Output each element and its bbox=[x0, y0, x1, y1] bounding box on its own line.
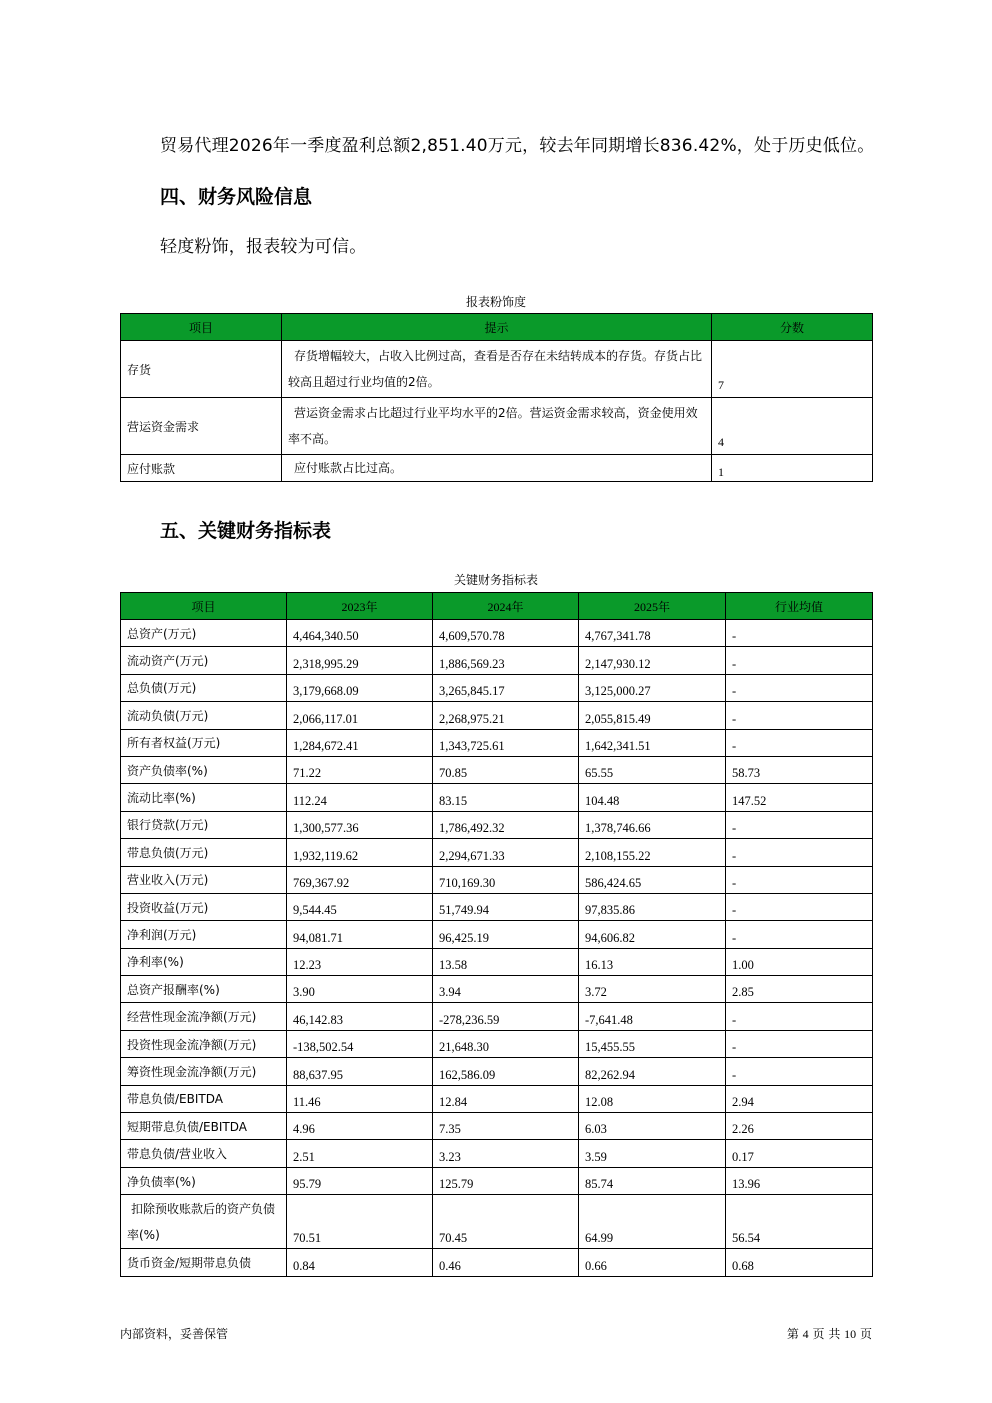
row-value: -138,502.54 bbox=[287, 1030, 433, 1057]
row-value: 94,081.71 bbox=[287, 921, 433, 948]
row-value: 2,055,815.49 bbox=[579, 702, 726, 729]
table-row bbox=[121, 674, 873, 701]
section4-summary: 轻度粉饰，报表较为可信。 bbox=[160, 237, 367, 257]
row-value: 2.85 bbox=[726, 976, 873, 1003]
row-value: 1,284,672.41 bbox=[287, 729, 433, 756]
table-row bbox=[121, 1249, 873, 1276]
row-label: 投资性现金流净额(万元) bbox=[121, 1030, 287, 1057]
row-label: 总负债(万元) bbox=[121, 674, 287, 701]
row-label: 流动比率(%) bbox=[121, 784, 287, 811]
row-value: 1,378,746.66 bbox=[579, 811, 726, 838]
row-value: 1.00 bbox=[726, 948, 873, 975]
table-row bbox=[121, 341, 873, 398]
row-value: 2,108,155.22 bbox=[579, 839, 726, 866]
row-value: 2,294,671.33 bbox=[433, 839, 579, 866]
row-value: 65.55 bbox=[579, 756, 726, 783]
row-label: 扣除预收账款后的资产负债率(%) bbox=[121, 1195, 287, 1249]
col-header-score: 分数 bbox=[712, 314, 873, 341]
row-value: 7.35 bbox=[433, 1113, 579, 1140]
table-row bbox=[121, 976, 873, 1003]
row-label: 营业收入(万元) bbox=[121, 866, 287, 893]
row-value: 2,066,117.01 bbox=[287, 702, 433, 729]
table-row bbox=[121, 1003, 873, 1030]
row-score: 4 bbox=[712, 398, 873, 455]
indicator-table-caption: 关键财务指标表 bbox=[453, 573, 538, 587]
table-row bbox=[121, 811, 873, 838]
row-value: - bbox=[726, 674, 873, 701]
row-score: 7 bbox=[712, 341, 873, 398]
row-value: 3.72 bbox=[579, 976, 726, 1003]
row-label: 带息负债/营业收入 bbox=[121, 1140, 287, 1167]
row-value: 0.46 bbox=[433, 1249, 579, 1276]
table-row bbox=[121, 1085, 873, 1112]
row-value: 15,455.55 bbox=[579, 1030, 726, 1057]
row-value: 51,749.94 bbox=[433, 893, 579, 920]
row-value: 2,318,995.29 bbox=[287, 647, 433, 674]
indicator-table bbox=[120, 592, 873, 1277]
row-value: 70.51 bbox=[287, 1195, 433, 1249]
row-value: 13.58 bbox=[433, 948, 579, 975]
row-hint: 营运资金需求占比超过行业平均水平的2倍。营运资金需求较高，资金使用效率不高。 bbox=[282, 398, 712, 455]
row-label: 筹资性现金流净额(万元) bbox=[121, 1058, 287, 1085]
row-value: 3.90 bbox=[287, 976, 433, 1003]
row-value: 6.03 bbox=[579, 1113, 726, 1140]
row-value: 83.15 bbox=[433, 784, 579, 811]
row-label: 净负债率(%) bbox=[121, 1167, 287, 1194]
row-value: 9,544.45 bbox=[287, 893, 433, 920]
row-value: 1,300,577.36 bbox=[287, 811, 433, 838]
row-label: 净利润(万元) bbox=[121, 921, 287, 948]
row-value: 2,147,930.12 bbox=[579, 647, 726, 674]
table-row bbox=[121, 729, 873, 756]
table-row bbox=[121, 455, 873, 482]
table-row bbox=[121, 647, 873, 674]
col-header-2024: 2024年 bbox=[433, 593, 579, 620]
row-value: -7,641.48 bbox=[579, 1003, 726, 1030]
table-row bbox=[121, 1195, 873, 1249]
row-value: 2.26 bbox=[726, 1113, 873, 1140]
page-current: 4 bbox=[802, 1327, 809, 1341]
table-row bbox=[121, 1140, 873, 1167]
row-label: 净利率(%) bbox=[121, 948, 287, 975]
row-value: 2.94 bbox=[726, 1085, 873, 1112]
row-value: 3,265,845.17 bbox=[433, 674, 579, 701]
row-value: 1,642,341.51 bbox=[579, 729, 726, 756]
row-value: - bbox=[726, 866, 873, 893]
row-value: 71.22 bbox=[287, 756, 433, 783]
row-label: 总资产(万元) bbox=[121, 620, 287, 647]
row-item: 营运资金需求 bbox=[121, 398, 282, 455]
row-value: 3.23 bbox=[433, 1140, 579, 1167]
row-value: 4.96 bbox=[287, 1113, 433, 1140]
row-value: 1,343,725.61 bbox=[433, 729, 579, 756]
row-value: 3.59 bbox=[579, 1140, 726, 1167]
row-value: 0.68 bbox=[726, 1249, 873, 1276]
row-value: - bbox=[726, 1003, 873, 1030]
page-prefix: 第 bbox=[786, 1327, 799, 1341]
col-header-industry-avg: 行业均值 bbox=[726, 593, 873, 620]
row-value: 125.79 bbox=[433, 1167, 579, 1194]
table-row bbox=[121, 398, 873, 455]
table-row bbox=[121, 1113, 873, 1140]
row-hint: 应付账款占比过高。 bbox=[282, 455, 712, 482]
table-row bbox=[121, 702, 873, 729]
row-value: 3,179,668.09 bbox=[287, 674, 433, 701]
row-value: 12.08 bbox=[579, 1085, 726, 1112]
row-value: 2.51 bbox=[287, 1140, 433, 1167]
row-value: 97,835.86 bbox=[579, 893, 726, 920]
row-label: 带息负债/EBITDA bbox=[121, 1085, 287, 1112]
col-header-2025: 2025年 bbox=[579, 593, 726, 620]
section5-heading: 五、关键财务指标表 bbox=[160, 520, 332, 542]
row-value: 13.96 bbox=[726, 1167, 873, 1194]
whitewash-table bbox=[120, 313, 873, 482]
row-label: 银行贷款(万元) bbox=[121, 811, 287, 838]
row-label: 投资收益(万元) bbox=[121, 893, 287, 920]
row-value: - bbox=[726, 1058, 873, 1085]
row-label: 流动负债(万元) bbox=[121, 702, 287, 729]
row-value: -278,236.59 bbox=[433, 1003, 579, 1030]
row-value: 70.45 bbox=[433, 1195, 579, 1249]
col-header-item: 项目 bbox=[121, 314, 282, 341]
row-value: 1,786,492.32 bbox=[433, 811, 579, 838]
row-value: - bbox=[726, 839, 873, 866]
table-row bbox=[121, 1058, 873, 1085]
table-row bbox=[121, 839, 873, 866]
row-value: - bbox=[726, 921, 873, 948]
row-value: 12.84 bbox=[433, 1085, 579, 1112]
page-mid: 页 共 bbox=[812, 1327, 841, 1341]
row-value: 56.54 bbox=[726, 1195, 873, 1249]
table-row bbox=[121, 893, 873, 920]
row-value: 12.23 bbox=[287, 948, 433, 975]
row-value: 82,262.94 bbox=[579, 1058, 726, 1085]
row-score: 1 bbox=[712, 455, 873, 482]
row-label: 短期带息负债/EBITDA bbox=[121, 1113, 287, 1140]
page-suffix: 页 bbox=[859, 1327, 872, 1341]
row-label: 总资产报酬率(%) bbox=[121, 976, 287, 1003]
row-value: 162,586.09 bbox=[433, 1058, 579, 1085]
row-value: 0.84 bbox=[287, 1249, 433, 1276]
row-value: 1,932,119.62 bbox=[287, 839, 433, 866]
row-item: 存货 bbox=[121, 341, 282, 398]
row-value: 710,169.30 bbox=[433, 866, 579, 893]
table-row bbox=[121, 921, 873, 948]
section4-heading: 四、财务风险信息 bbox=[160, 186, 313, 208]
row-value: 4,464,340.50 bbox=[287, 620, 433, 647]
intro-paragraph: 贸易代理2026年一季度盈利总额2,851.40万元，较去年同期增长836.42%，处于历史低位。 bbox=[160, 136, 875, 156]
row-label: 流动资产(万元) bbox=[121, 647, 287, 674]
row-value: 88,637.95 bbox=[287, 1058, 433, 1085]
row-value: 3,125,000.27 bbox=[579, 674, 726, 701]
row-label: 货币资金/短期带息负债 bbox=[121, 1249, 287, 1276]
table-row bbox=[121, 866, 873, 893]
row-value: - bbox=[726, 729, 873, 756]
row-value: - bbox=[726, 1030, 873, 1057]
col-header-hint: 提示 bbox=[282, 314, 712, 341]
row-item: 应付账款 bbox=[121, 455, 282, 482]
table-row bbox=[121, 1030, 873, 1057]
row-value: 11.46 bbox=[287, 1085, 433, 1112]
row-value: 112.24 bbox=[287, 784, 433, 811]
row-value: 58.73 bbox=[726, 756, 873, 783]
row-value: - bbox=[726, 702, 873, 729]
row-value: - bbox=[726, 620, 873, 647]
row-label: 经营性现金流净额(万元) bbox=[121, 1003, 287, 1030]
row-value: 769,367.92 bbox=[287, 866, 433, 893]
row-value: 3.94 bbox=[433, 976, 579, 1003]
row-value: 147.52 bbox=[726, 784, 873, 811]
table-row bbox=[121, 1167, 873, 1194]
col-header-item: 项目 bbox=[121, 593, 287, 620]
table-row bbox=[121, 756, 873, 783]
row-value: - bbox=[726, 647, 873, 674]
col-header-2023: 2023年 bbox=[287, 593, 433, 620]
footer-left: 内部资料，妥善保管 bbox=[120, 1327, 229, 1341]
page-total: 10 bbox=[844, 1327, 857, 1341]
row-value: 586,424.65 bbox=[579, 866, 726, 893]
row-value: 64.99 bbox=[579, 1195, 726, 1249]
row-value: 104.48 bbox=[579, 784, 726, 811]
row-value: 21,648.30 bbox=[433, 1030, 579, 1057]
row-value: 4,767,341.78 bbox=[579, 620, 726, 647]
row-value: - bbox=[726, 811, 873, 838]
row-value: 2,268,975.21 bbox=[433, 702, 579, 729]
whitewash-table-caption: 报表粉饰度 bbox=[465, 295, 526, 309]
row-label: 所有者权益(万元) bbox=[121, 729, 287, 756]
table-row bbox=[121, 620, 873, 647]
row-value: 0.66 bbox=[579, 1249, 726, 1276]
row-value: 96,425.19 bbox=[433, 921, 579, 948]
table-row bbox=[121, 784, 873, 811]
row-label: 资产负债率(%) bbox=[121, 756, 287, 783]
row-value: 85.74 bbox=[579, 1167, 726, 1194]
row-value: 4,609,570.78 bbox=[433, 620, 579, 647]
row-value: 95.79 bbox=[287, 1167, 433, 1194]
row-value: 94,606.82 bbox=[579, 921, 726, 948]
footer-page-number bbox=[787, 1325, 872, 1342]
row-value: 16.13 bbox=[579, 948, 726, 975]
row-value: 70.85 bbox=[433, 756, 579, 783]
row-label: 带息负债(万元) bbox=[121, 839, 287, 866]
row-hint: 存货增幅较大，占收入比例过高，查看是否存在未结转成本的存货。存货占比较高且超过行业均值的2倍。 bbox=[282, 341, 712, 398]
row-value: 1,886,569.23 bbox=[433, 647, 579, 674]
row-value: - bbox=[726, 893, 873, 920]
row-value: 0.17 bbox=[726, 1140, 873, 1167]
row-value: 46,142.83 bbox=[287, 1003, 433, 1030]
table-row bbox=[121, 948, 873, 975]
